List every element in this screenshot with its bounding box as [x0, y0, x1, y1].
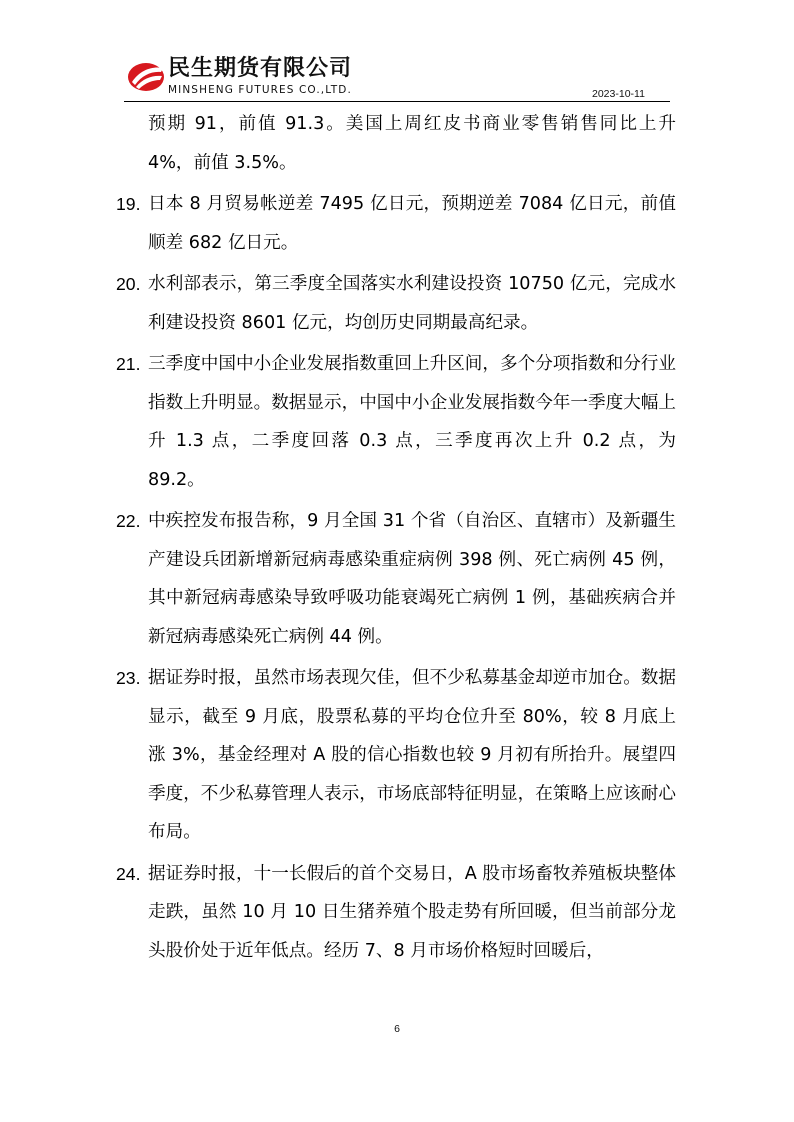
- report-date: 2023-10-11: [592, 88, 645, 100]
- paragraph-text: 预期 91，前值 91.3。美国上周红皮书商业零售销售同比上升 4%，前值 3.5%。: [148, 114, 676, 173]
- paragraph-text: 中疾控发布报告称，9 月全国 31 个省（自治区、直辖市）及新疆生产建设兵团新增新冠病毒感染重症病例 398 例、死亡病例 45 例，其中新冠病毒感染导致呼吸功能衰竭死亡病例 1 例，基础疾病合并新冠病毒感染死亡病例 44 例。: [148, 511, 676, 647]
- paragraph-text: 日本 8 月贸易帐逆差 7495 亿日元，预期逆差 7084 亿日元，前值顺差 682 亿日元。: [148, 194, 676, 253]
- paragraph-number: 24.: [116, 863, 141, 884]
- paragraph-number: 23.: [116, 668, 141, 688]
- paragraph-number: 22.: [116, 511, 141, 531]
- news-item-24: [116, 855, 676, 971]
- company-name-en: MINSHENG FUTURES CO.,LTD.: [168, 84, 352, 96]
- paragraph-text: 据证券时报，十一长假后的首个交易日，A 股市场畜牧养殖板块整体走跌，虽然 10 月 10 日生猪养殖个股走势有所回暖，但当前部分龙头股价处于近年低点。经历 7、8 月市场价格短时回暖后，: [148, 863, 676, 961]
- paragraph-number: 19.: [116, 194, 141, 214]
- paragraph-text: 据证券时报，虽然市场表现欠佳，但不少私募基金却逆市加仓。数据显示，截至 9 月底，股票私募的平均仓位升至 80%，较 8 月底上涨 3%，基金经理对 A 股的信心指数也较 9 月初有所抬升。展望四季度，不少私募管理人表示，市场底部特征明显，在策略上应该耐心布局。: [148, 668, 676, 842]
- news-item-19: [116, 185, 676, 262]
- news-item-22: [116, 502, 676, 656]
- document-body: [116, 104, 676, 970]
- paragraph-number: 20.: [116, 274, 141, 294]
- paragraph-text: 三季度中国中小企业发展指数重回上升区间，多个分项指数和分行业指数上升明显。数据显示，中国中小企业发展指数今年一季度大幅上升 1.3 点，二季度回落 0.3 点，三季度再次上升 0.2 点，为 89.2。: [148, 354, 676, 490]
- header-divider: [124, 101, 670, 102]
- paragraph-text: 水利部表示，第三季度全国落实水利建设投资 10750 亿元，完成水利建设投资 8601 亿元，均创历史同期最高纪录。: [148, 274, 676, 333]
- news-item-23: [116, 659, 676, 852]
- page-header: [0, 0, 794, 104]
- paragraph-continued: [116, 105, 676, 182]
- paragraph-number: 21.: [116, 354, 141, 374]
- minsheng-logo-icon: [126, 56, 166, 96]
- news-item-20: [116, 265, 676, 342]
- page-number: 6: [394, 1023, 400, 1035]
- news-item-21: [116, 345, 676, 499]
- company-name-cn: 民生期货有限公司: [168, 56, 353, 81]
